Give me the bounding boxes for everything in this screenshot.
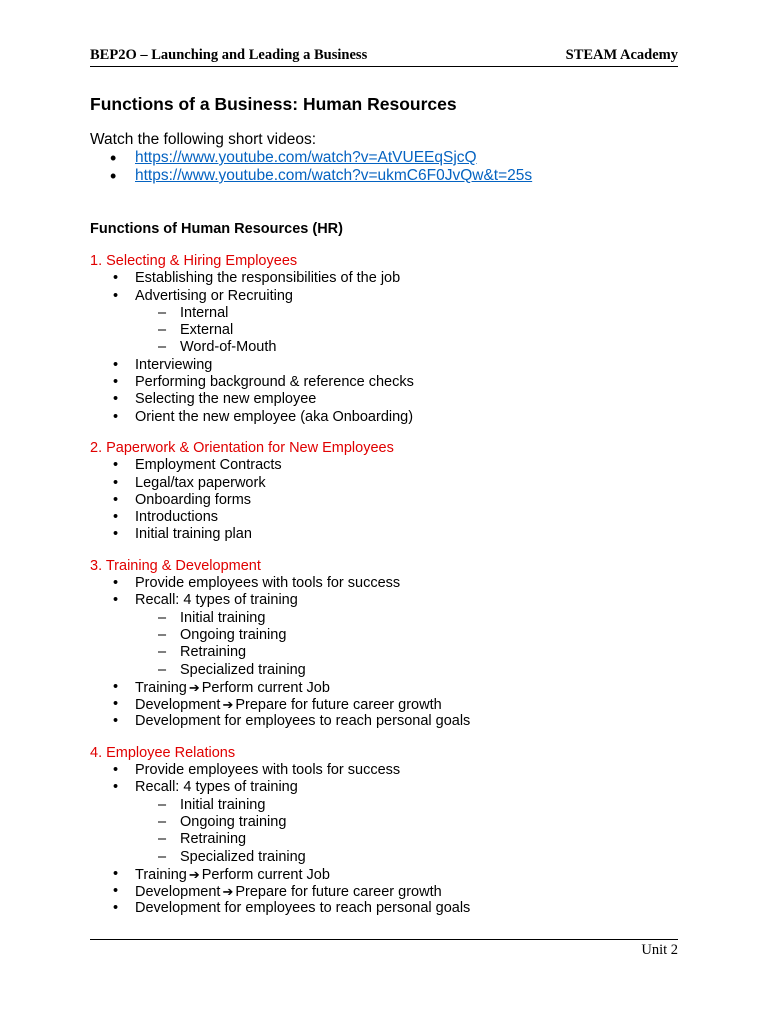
sub-list-item bbox=[90, 797, 678, 814]
list-item bbox=[90, 762, 678, 779]
hr-section-3 bbox=[90, 558, 678, 731]
list-item bbox=[90, 575, 678, 592]
section-title: 3. Training & Development bbox=[90, 557, 261, 574]
arrow-right-icon: ➔ bbox=[222, 697, 234, 713]
sub-item-label: Ongoing training bbox=[180, 813, 287, 830]
sub-list-item bbox=[90, 339, 678, 356]
list-item bbox=[90, 357, 678, 374]
bullet-icon: • bbox=[113, 391, 119, 408]
bullet-icon: • bbox=[113, 474, 119, 491]
intro-text: Watch the following short videos: bbox=[90, 131, 317, 148]
page-title: Functions of a Business: Human Resources bbox=[90, 94, 457, 114]
list-item bbox=[90, 779, 678, 796]
bullet-icon: • bbox=[113, 883, 119, 900]
bullet-icon: • bbox=[113, 526, 119, 543]
item-detail: Perform current Job bbox=[201, 679, 330, 696]
dash-icon: – bbox=[158, 813, 167, 830]
sub-list-item bbox=[90, 814, 678, 831]
bullet-icon: • bbox=[113, 374, 119, 391]
item-label: Initial training plan bbox=[135, 526, 252, 543]
item-label: Selecting the new employee bbox=[135, 391, 317, 408]
list-item bbox=[90, 391, 678, 408]
dash-icon: – bbox=[158, 626, 167, 643]
dash-icon: – bbox=[158, 322, 167, 339]
sub-list-item bbox=[90, 322, 678, 339]
item-label: Training bbox=[135, 866, 187, 883]
bullet-icon: • bbox=[113, 491, 119, 508]
sub-list-item bbox=[90, 644, 678, 661]
dash-icon: – bbox=[158, 304, 167, 321]
sub-item-label: Retraining bbox=[180, 644, 247, 661]
list-item bbox=[90, 679, 678, 696]
item-label: Training bbox=[135, 679, 187, 696]
dash-icon: – bbox=[158, 848, 167, 865]
item-label: Legal/tax paperwork bbox=[135, 474, 266, 491]
bullet-icon: • bbox=[113, 713, 119, 730]
hr-section-1 bbox=[90, 253, 678, 426]
hr-section-4 bbox=[90, 745, 678, 918]
bullet-icon: • bbox=[113, 592, 119, 609]
sub-list-item bbox=[90, 831, 678, 848]
arrow-right-icon: ➔ bbox=[222, 884, 234, 900]
list-item bbox=[90, 475, 678, 492]
list-item bbox=[90, 509, 678, 526]
sub-list-item bbox=[90, 610, 678, 627]
list-item bbox=[90, 713, 678, 730]
sub-item-label: Initial training bbox=[180, 796, 266, 813]
list-item bbox=[90, 696, 678, 713]
bullet-icon: • bbox=[113, 696, 119, 713]
item-label: Recall: 4 types of training bbox=[135, 779, 298, 796]
list-item bbox=[90, 149, 678, 167]
sub-item-label: Internal bbox=[180, 304, 229, 321]
dash-icon: – bbox=[158, 796, 167, 813]
list-item bbox=[90, 374, 678, 391]
document-body bbox=[90, 92, 678, 918]
sub-item-label: Ongoing training bbox=[180, 626, 287, 643]
bullet-icon: • bbox=[113, 408, 119, 425]
sub-list-item bbox=[90, 305, 678, 322]
item-label: Recall: 4 types of training bbox=[135, 592, 298, 609]
dash-icon: – bbox=[158, 644, 167, 661]
bullet-icon: • bbox=[113, 575, 119, 592]
bullet-icon: • bbox=[113, 457, 119, 474]
footer-divider bbox=[90, 939, 678, 940]
list-item bbox=[90, 288, 678, 305]
list-item bbox=[90, 883, 678, 900]
item-detail: Perform current Job bbox=[201, 866, 330, 883]
bullet-icon: • bbox=[113, 270, 119, 287]
list-item bbox=[90, 270, 678, 287]
video-links-list bbox=[90, 149, 678, 185]
section-heading: Functions of Human Resources (HR) bbox=[90, 221, 343, 237]
list-item bbox=[90, 409, 678, 426]
sub-item-label: Specialized training bbox=[180, 848, 306, 865]
bullet-icon: • bbox=[113, 865, 119, 882]
sub-item-label: Initial training bbox=[180, 609, 266, 626]
sub-list-item bbox=[90, 662, 678, 679]
section-title: 2. Paperwork & Orientation for New Employees bbox=[90, 439, 394, 456]
bullet-icon: • bbox=[113, 509, 119, 526]
list-item bbox=[90, 866, 678, 883]
item-label: Advertising or Recruiting bbox=[135, 287, 293, 304]
sub-item-label: External bbox=[180, 322, 234, 339]
list-item bbox=[90, 457, 678, 474]
sub-item-label: Word-of-Mouth bbox=[180, 339, 277, 356]
item-label: Interviewing bbox=[135, 356, 213, 373]
bullet-icon: • bbox=[113, 287, 119, 304]
school-name: STEAM Academy bbox=[565, 47, 678, 63]
arrow-right-icon: ➔ bbox=[188, 679, 200, 695]
dash-icon: – bbox=[158, 339, 167, 356]
item-label: Onboarding forms bbox=[135, 491, 252, 508]
course-title: BEP2O – Launching and Leading a Business bbox=[90, 47, 368, 63]
hr-functions bbox=[90, 253, 678, 918]
dash-icon: – bbox=[158, 609, 167, 626]
section-title: 1. Selecting & Hiring Employees bbox=[90, 253, 298, 269]
list-item bbox=[90, 592, 678, 609]
dash-icon: – bbox=[158, 831, 167, 848]
item-label: Development bbox=[135, 697, 221, 714]
item-label: Introductions bbox=[135, 509, 219, 526]
bullet-icon: • bbox=[113, 779, 119, 796]
item-label: Development bbox=[135, 884, 221, 901]
bullet-icon: • bbox=[113, 678, 119, 695]
list-item bbox=[90, 492, 678, 509]
item-label: Orient the new employee (aka Onboarding) bbox=[135, 408, 414, 425]
item-label: Development for employees to reach personal goals bbox=[135, 713, 471, 730]
hr-section-2 bbox=[90, 440, 678, 544]
bullet-icon: • bbox=[113, 762, 119, 779]
sub-item-label: Retraining bbox=[180, 831, 247, 848]
bullet-icon: • bbox=[113, 900, 119, 917]
page-footer: Unit 2 bbox=[641, 942, 678, 958]
video-link-2[interactable]: https://www.youtube.com/watch?v=ukmC6F0JvQw&t=25s bbox=[135, 167, 533, 184]
item-label: Development for employees to reach personal goals bbox=[135, 900, 471, 917]
bullet-icon: • bbox=[110, 166, 117, 186]
item-label: Performing background & reference checks bbox=[135, 374, 414, 391]
list-item bbox=[90, 526, 678, 543]
section-title: 4. Employee Relations bbox=[90, 744, 236, 761]
list-item bbox=[90, 167, 678, 185]
sub-list-item bbox=[90, 627, 678, 644]
item-label: Establishing the responsibilities of the job bbox=[135, 270, 401, 287]
item-label: Provide employees with tools for success bbox=[135, 762, 401, 779]
item-detail: Prepare for future career growth bbox=[235, 884, 442, 901]
item-label: Employment Contracts bbox=[135, 457, 282, 474]
sub-list-item bbox=[90, 849, 678, 866]
bullet-icon: • bbox=[110, 148, 117, 168]
arrow-right-icon: ➔ bbox=[188, 866, 200, 882]
item-detail: Prepare for future career growth bbox=[235, 697, 442, 714]
sub-item-label: Specialized training bbox=[180, 661, 306, 678]
list-item bbox=[90, 900, 678, 917]
page-header bbox=[90, 47, 678, 67]
item-label: Provide employees with tools for success bbox=[135, 575, 401, 592]
dash-icon: – bbox=[158, 661, 167, 678]
bullet-icon: • bbox=[113, 356, 119, 373]
video-link-1[interactable]: https://www.youtube.com/watch?v=AtVUEEqSjcQ bbox=[135, 149, 477, 166]
